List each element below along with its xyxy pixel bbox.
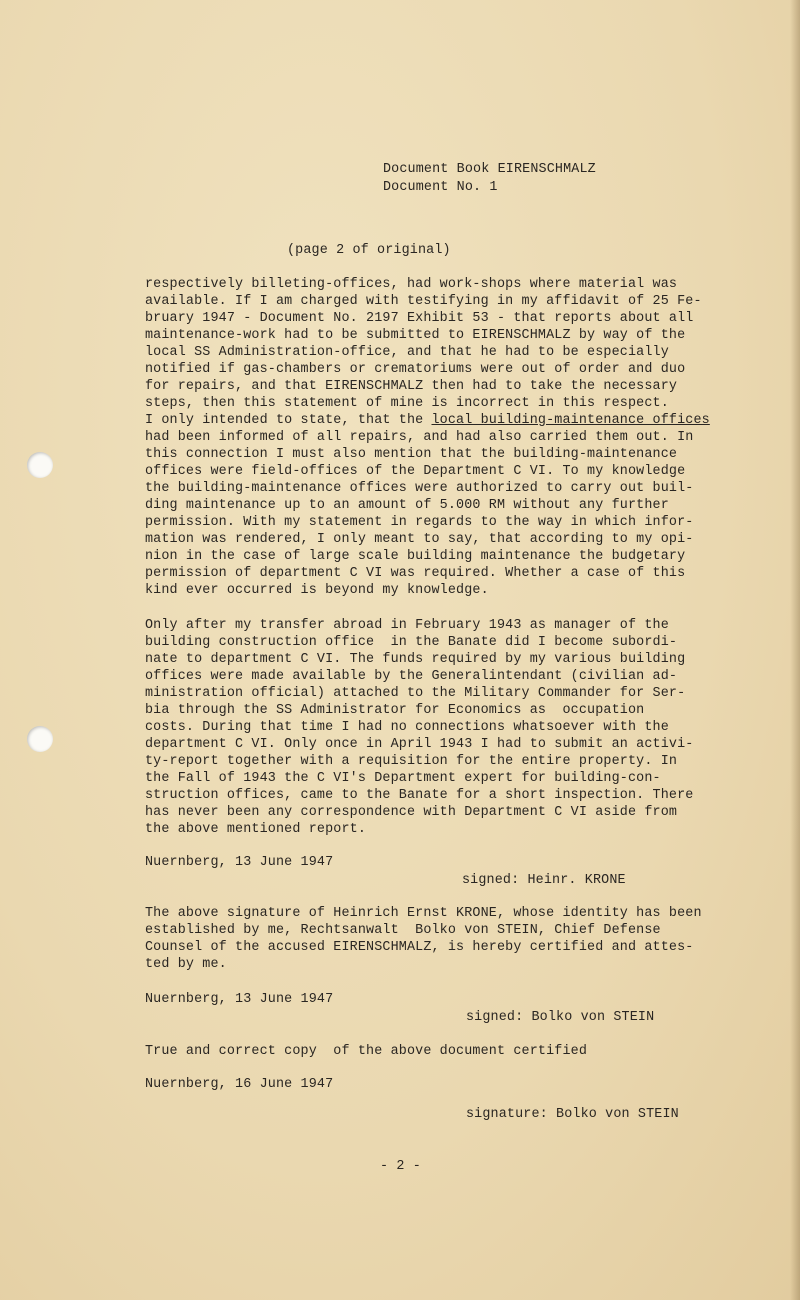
p2-line: struction offices, came to the Banate for a short inspection. There — [145, 788, 694, 803]
p2-line: ty-report together with a requisition for the entire property. In — [145, 754, 678, 769]
p2-line: the above mentioned report. — [145, 822, 367, 837]
place-date-3: Nuernberg, 16 June 1947 — [145, 1077, 334, 1092]
p1-line: ding maintenance up to an amount of 5.000 RM without any further — [145, 498, 669, 513]
p3-line: established by me, Rechtsanwalt Bolko von STEIN, Chief Defense — [145, 923, 661, 938]
page-number: - 2 - — [380, 1159, 421, 1174]
p1-line: respectively billeting-offices, had work-shops where material was — [145, 277, 678, 292]
p1-line: bruary 1947 - Document No. 2197 Exhibit 53 - that reports about all — [145, 311, 694, 326]
place-date-2: Nuernberg, 13 June 1947 — [145, 992, 334, 1007]
p2-line: building construction office in the Banate did I become subordi- — [145, 635, 678, 650]
page-label: (page 2 of original) — [287, 243, 451, 258]
p1-line: maintenance-work had to be submitted to EIRENSCHMALZ by way of the — [145, 328, 686, 343]
underlined-phrase: local building-maintenance offices — [431, 413, 710, 428]
punch-hole-lower — [27, 726, 53, 752]
p2-line: offices were made available by the Generalintendant (civilian ad- — [145, 669, 678, 684]
p1-line: permission. With my statement in regards to the way in which infor- — [145, 515, 694, 530]
p1-line: steps, then this statement of mine is incorrect in this respect. — [145, 396, 669, 411]
p1-line: this connection I must also mention that the building-maintenance — [145, 447, 678, 462]
page-edge-shadow — [790, 0, 800, 1300]
p1-line-with-underline — [145, 413, 710, 428]
p1-line: nion in the case of large scale building maintenance the budgetary — [145, 549, 686, 564]
p2-line: department C VI. Only once in April 1943 I had to submit an activi- — [145, 737, 694, 752]
p1-line: the building-maintenance offices were authorized to carry out buil- — [145, 481, 694, 496]
p3-line: The above signature of Heinrich Ernst KRONE, whose identity has been — [145, 906, 702, 921]
p1-line: offices were field-offices of the Department C VI. To my knowledge — [145, 464, 686, 479]
place-date-1: Nuernberg, 13 June 1947 — [145, 855, 334, 870]
p2-line: has never been any correspondence with Department C VI aside from — [145, 805, 678, 820]
punch-hole-upper — [27, 452, 53, 478]
p1-line: notified if gas-chambers or crematoriums were out of order and duo — [145, 362, 686, 377]
p1-line: for repairs, and that EIRENSCHMALZ then had to take the necessary — [145, 379, 678, 394]
certification-line: True and correct copy of the above document certified — [145, 1044, 588, 1059]
p1-line: had been informed of all repairs, and had also carried them out. In — [145, 430, 694, 445]
signed-krone: signed: Heinr. KRONE — [462, 873, 626, 888]
document-book-title: Document Book EIRENSCHMALZ — [383, 162, 596, 177]
p2-line: Only after my transfer abroad in February 1943 as manager of the — [145, 618, 669, 633]
p3-line: ted by me. — [145, 957, 227, 972]
p1-line: available. If I am charged with testifying in my affidavit of 25 Fe- — [145, 294, 702, 309]
p2-line: the Fall of 1943 the C VI's Department expert for building-con- — [145, 771, 661, 786]
p1-line-start: I only intended to state, that the — [145, 413, 432, 428]
p2-line: bia through the SS Administrator for Economics as occupation — [145, 703, 645, 718]
p2-line: ministration official) attached to the Military Commander for Ser- — [145, 686, 686, 701]
signature-stein: signature: Bolko von STEIN — [466, 1107, 679, 1122]
p1-line: permission of department C VI was required. Whether a case of this — [145, 566, 686, 581]
document-number: Document No. 1 — [383, 180, 498, 195]
p3-line: Counsel of the accused EIRENSCHMALZ, is hereby certified and attes- — [145, 940, 694, 955]
p1-line: local SS Administration-office, and that he had to be especially — [145, 345, 669, 360]
signed-stein: signed: Bolko von STEIN — [466, 1010, 655, 1025]
p2-line: nate to department C VI. The funds required by my various building — [145, 652, 686, 667]
p1-line: mation was rendered, I only meant to say, that according to my opi- — [145, 532, 694, 547]
p2-line: costs. During that time I had no connections whatsoever with the — [145, 720, 669, 735]
p1-line: kind ever occurred is beyond my knowledge. — [145, 583, 489, 598]
